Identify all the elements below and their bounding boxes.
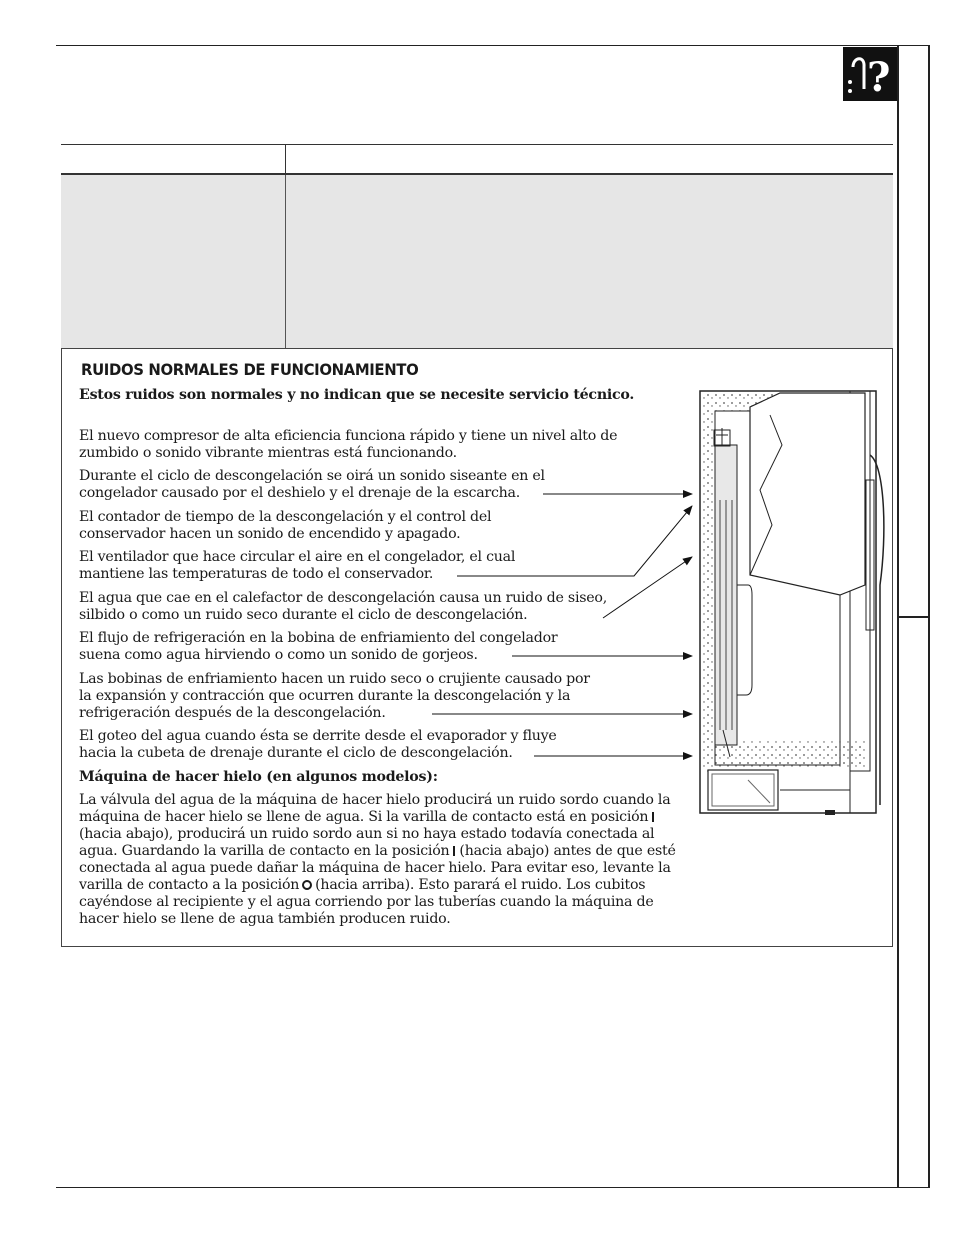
icemaker-text: (hacia abajo), producirá un ruido sordo aun si no haya estado todavía conectada al agua. Guardando la varilla de contacto en la posición: [79, 826, 655, 859]
noise-paragraph: El contador de tiempo de la descongelación y el control del conservador hacen un sonido de encendido y apagado.: [79, 509, 492, 542]
section-title: RUIDOS NORMALES DE FUNCIONAMIENTO: [81, 360, 419, 379]
noise-paragraph: El flujo de refrigeración en la bobina de enfriamiento del congelador suena como agua hirviendo o como un sonido de gorjeos.: [79, 630, 558, 663]
noise-paragraph: El agua que cae en el calefactor de descongelación causa un ruido de siseo, silbido o como un ruido seco durante el ciclo de descongelación.: [79, 590, 607, 623]
noise-paragraph: El goteo del agua cuando ésta se derrite desde el evaporador y fluye hacia la cubeta de drenaje durante el ciclo de descongelación.: [79, 728, 557, 761]
icemaker-text: (hacia arriba). Esto parará el ruido. Los cubitos cayéndose al recipiente y el agua corriendo por las tuberías cuando la máquina de hacer hielo se llene de agua también producen ruido.: [79, 877, 654, 927]
icemaker-text: (hacia abajo) antes de que esté conectada al agua puede dañar la máquina de hacer hielo. Para evitar eso, levante la varilla de contacto a la posición: [79, 843, 676, 893]
noise-paragraph: Las bobinas de enfriamiento hacen un ruido seco o crujiente causado por la expansión y contracción que ocurren durante la descongelación y la refrigeración después de la descongelación.: [79, 671, 590, 721]
icemaker-text: La válvula del agua de la máquina de hacer hielo producirá un ruido sordo cuando la máquina de hacer hielo se llene de agua. Si la varilla de contacto está en posición: [79, 792, 671, 825]
noise-paragraph: El nuevo compresor de alta eficiencia funciona rápido y tiene un nivel alto de zumbido o sonido vibrante mientras está funcionando.: [79, 428, 618, 461]
refrigerator-cutaway-diagram: [690, 385, 890, 829]
noise-paragraph: Durante el ciclo de descongelación se oirá un sonido siseante en el congelador causado por el deshielo y el drenaje de la escarcha.: [79, 468, 545, 501]
intro-text: Estos ruidos son normales y no indican que se necesite servicio técnico.: [79, 387, 635, 403]
svg-text:?: ?: [867, 54, 891, 101]
icemaker-heading: Máquina de hacer hielo (en algunos modelos):: [79, 769, 438, 785]
noise-paragraph: El ventilador que hace circular el aire en el congelador, el cual mantiene las temperaturas de todo el conservador.: [79, 549, 516, 582]
